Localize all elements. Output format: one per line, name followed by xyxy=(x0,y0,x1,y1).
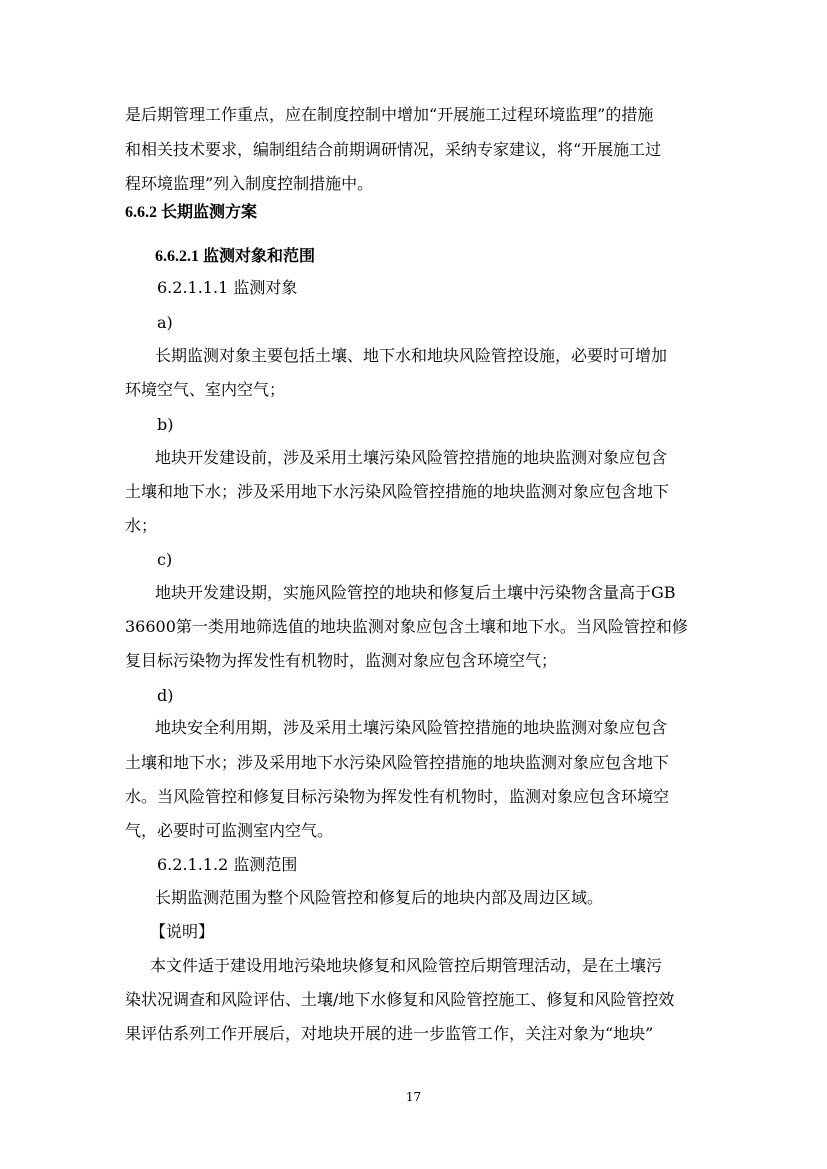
paragraph-line: 水。当风险管控和修复目标污染物为挥发性有机物时，监测对象应包含环境空 xyxy=(125,787,670,806)
clause-heading: 6.2.1.1.1 监测对象 xyxy=(157,278,298,297)
paragraph-line: 地块开发建设期，实施风险管控的地块和修复后土壤中污染物含量高于GB xyxy=(155,583,676,602)
note-label: 【说明】 xyxy=(150,922,215,941)
paragraph-line: 土壤和地下水；涉及采用地下水污染风险管控措施的地块监测对象应包含地下 xyxy=(125,482,670,501)
list-marker: b) xyxy=(157,415,174,434)
paragraph-line: 和相关技术要求，编制组结合前期调研情况，采纳专家建议，将“开展施工过 xyxy=(125,140,662,159)
paragraph-line: 染状况调查和风险评估、土壤/地下水修复和风险管控施工、修复和风险管控效 xyxy=(125,990,675,1009)
subsection-heading: 6.6.2.1 监测对象和范围 xyxy=(155,248,316,265)
page-number: 17 xyxy=(405,1090,422,1104)
paragraph-line: 复目标污染物为挥发性有机物时，监测对象应包含环境空气； xyxy=(125,651,558,670)
paragraph-line: 本文件适于建设用地污染地块修复和风险管控后期管理活动，是在土壤污 xyxy=(150,956,663,975)
paragraph-line: 长期监测对象主要包括土壤、地下水和地块风险管控设施，必要时可增加 xyxy=(155,346,668,365)
section-heading: 6.6.2 长期监测方案 xyxy=(125,204,258,221)
clause-heading: 6.2.1.1.2 监测范围 xyxy=(157,855,298,874)
paragraph-line: 地块安全利用期，涉及采用土壤污染风险管控措施的地块监测对象应包含 xyxy=(155,718,668,737)
paragraph-line: 果评估系列工作开展后，对地块开展的进一步监管工作，关注对象为“地块” xyxy=(125,1024,654,1043)
list-marker: a) xyxy=(157,313,173,332)
paragraph-line: 程环境监理”列入制度控制措施中。 xyxy=(125,174,374,193)
list-marker: d) xyxy=(157,686,174,705)
paragraph-line: 地块开发建设前，涉及采用土壤污染风险管控措施的地块监测对象应包含 xyxy=(155,448,668,467)
paragraph-line: 长期监测范围为整个风险管控和修复后的地块内部及周边区域。 xyxy=(155,888,604,907)
paragraph-line: 气，必要时可监测室内空气。 xyxy=(125,821,334,840)
paragraph-line: 土壤和地下水；涉及采用地下水污染风险管控措施的地块监测对象应包含地下 xyxy=(125,753,670,772)
paragraph-line: 是后期管理工作重点，应在制度控制中增加“开展施工过程环境监理”的措施 xyxy=(125,105,654,124)
paragraph-line: 环境空气、室内空气； xyxy=(125,380,286,399)
paragraph-line: 水； xyxy=(125,516,158,535)
paragraph-line: 36600第一类用地筛选值的地块监测对象应包含土壤和地下水。当风险管控和修 xyxy=(125,617,688,636)
list-marker: c) xyxy=(157,550,173,569)
